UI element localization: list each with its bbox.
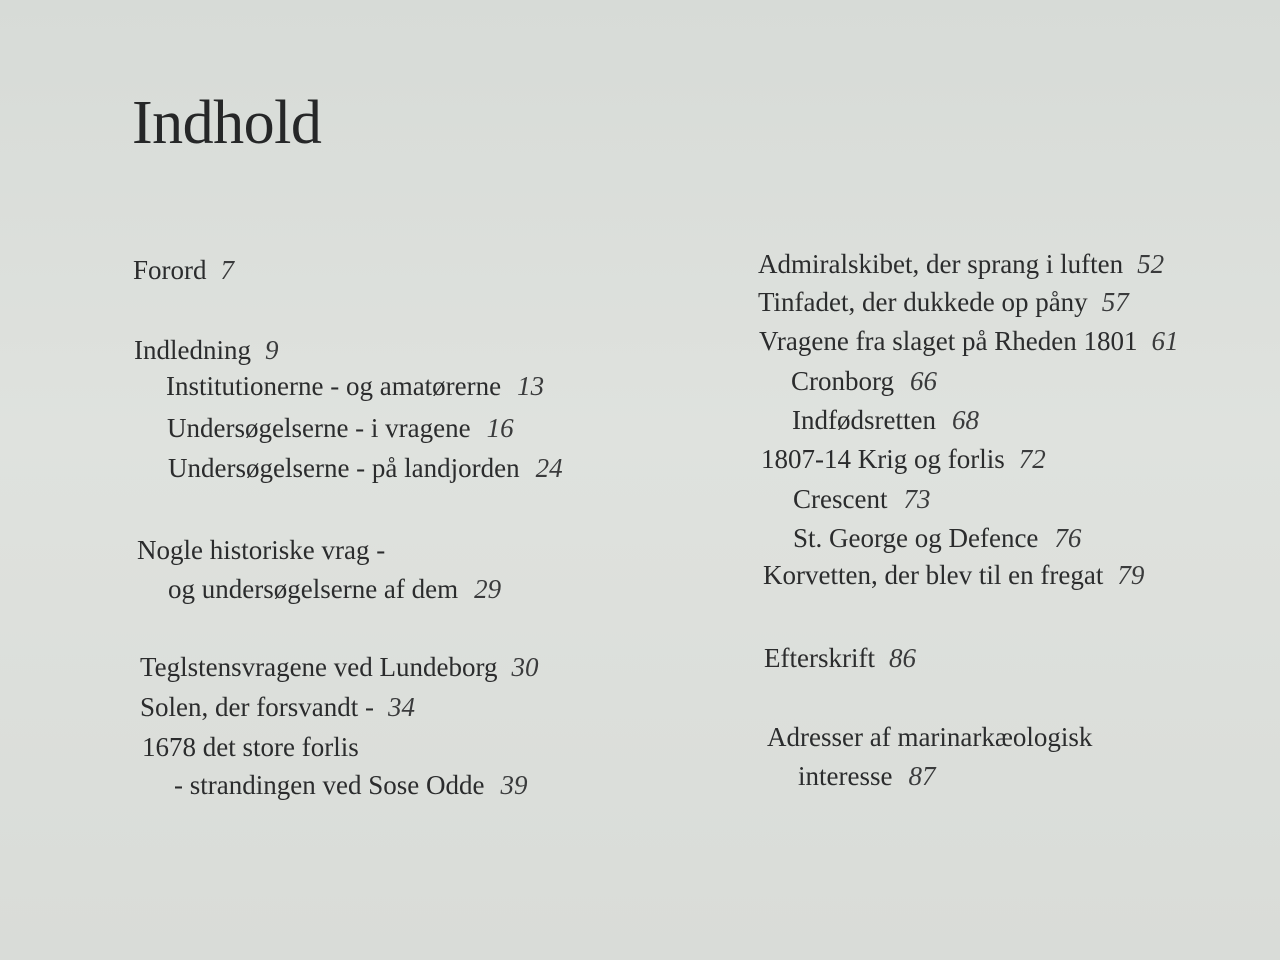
toc-entry-page: 16 (486, 413, 514, 443)
toc-entry-text: Efterskrift (764, 643, 875, 673)
toc-entry (792, 407, 979, 434)
toc-entry-text: St. George og Defence (793, 523, 1039, 553)
toc-entry-page: 66 (910, 366, 938, 396)
toc-entry-page: 68 (951, 405, 979, 435)
toc-entry-text: Nogle historiske vrag - (137, 535, 386, 565)
toc-entry-text: Solen, der forsvandt - (140, 692, 374, 722)
toc-entry (758, 251, 1164, 278)
toc-entry-text: 1807-14 Krig og forlis (761, 444, 1005, 474)
toc-entry-text: Korvetten, der blev til en fregat (763, 560, 1104, 590)
toc-entry (767, 724, 1092, 751)
toc-entry-page: 76 (1054, 523, 1082, 553)
toc-entry (793, 486, 930, 513)
toc-entry-text: Forord (133, 255, 207, 285)
toc-entry-page: 79 (1117, 560, 1145, 590)
toc-entry-text: interesse (798, 761, 893, 791)
toc-entry (763, 562, 1144, 589)
toc-entry-text: Undersøgelserne - i vragene (167, 413, 471, 443)
toc-entry-page: 34 (387, 692, 415, 722)
toc-entry-text: Undersøgelserne - på landjorden (168, 453, 520, 483)
toc-entry-text: - strandingen ved Sose Odde (174, 770, 485, 800)
toc-entry-text: og undersøgelserne af dem (168, 574, 459, 604)
toc-entry (798, 763, 935, 790)
toc-entry-page: 72 (1018, 444, 1046, 474)
toc-entry-text: Tinfadet, der dukkede op påny (758, 287, 1088, 317)
toc-entry-text: Indfødsretten (792, 405, 936, 435)
toc-entry-text: Crescent (793, 484, 888, 514)
toc-entry-page: 61 (1151, 326, 1179, 356)
toc-entry (758, 289, 1129, 316)
toc-entry-page: 39 (500, 770, 528, 800)
toc-entry (791, 368, 937, 395)
toc-entry-page: 86 (888, 643, 916, 673)
toc-entry-page: 57 (1101, 287, 1129, 317)
toc-entry (759, 328, 1178, 355)
toc-entry-text: Cronborg (791, 366, 895, 396)
toc-entry-page: 30 (511, 652, 539, 682)
toc-entry-page: 7 (220, 255, 234, 285)
toc-entry-page: 9 (264, 335, 279, 365)
toc-entry-text: Teglstensvragene ved Lundeborg (140, 652, 498, 682)
toc-entry-page: 24 (535, 453, 563, 483)
toc-entry-page: 13 (517, 371, 545, 401)
toc-entry (793, 525, 1081, 552)
toc-entry-text: 1678 det store forlis (142, 732, 359, 762)
toc-entry-page: 29 (474, 574, 502, 604)
toc-entry-text: Indledning (134, 335, 251, 365)
page-title: Indhold (132, 89, 322, 157)
toc-entry-text: Vragene fra slaget på Rheden 1801 (759, 326, 1138, 356)
toc-entry-page: 87 (908, 761, 936, 791)
toc-entry-page: 73 (903, 484, 931, 514)
toc-entry-text: Admiralskibet, der sprang i luften (758, 249, 1124, 279)
toc-entry-text: Adresser af marinarkæologisk (767, 722, 1093, 752)
toc-entry (764, 645, 916, 672)
toc-entry-page: 52 (1137, 249, 1165, 279)
toc-entry-text: Institutionerne - og amatørerne (166, 371, 502, 401)
toc-entry (761, 446, 1046, 473)
